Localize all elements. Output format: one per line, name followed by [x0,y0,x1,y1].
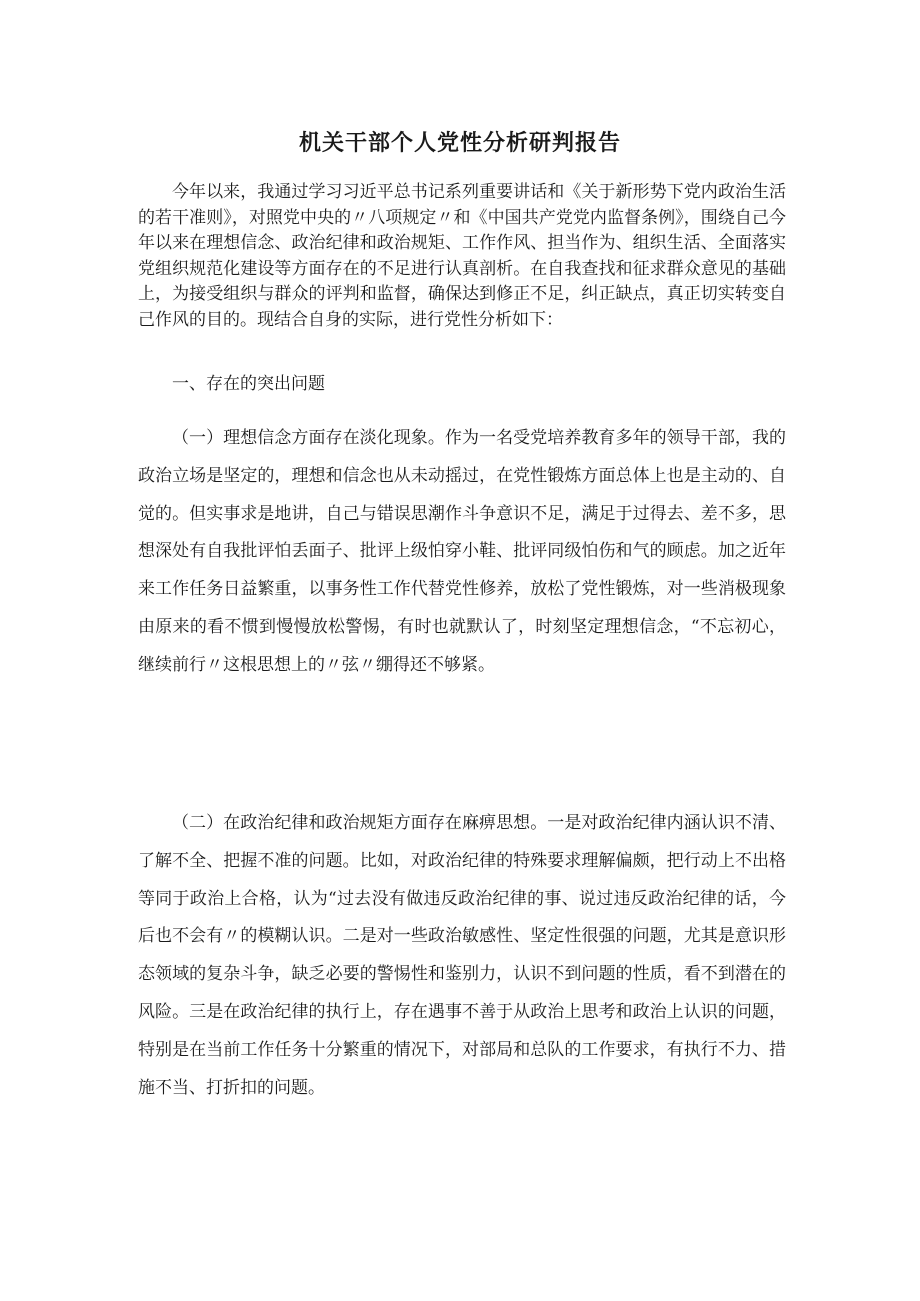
paragraph-political-discipline: （二）在政治纪律和政治规矩方面存在麻痹思想。一是对政治纪律内涵认识不清、了解不全、把握不准的问题。比如，对政治纪律的特殊要求理解偏颇，把行动上不出格等同于政治上合格，认为“过去没有做违反政治纪律的事、说过违反政治纪律的话，今后也不会有〃的模糊认识。二是对一些政治敏感性、坚定性很强的问题，尤其是意识形态领域的复杂斗争，缺乏必要的警惕性和鉴别力，认识不到问题的性质，看不到潜在的风险。三是在政治纪律的执行上，存在遇事不善于从政治上思考和政治上认识的问题，特别是在当前工作任务十分繁重的情况下，对部局和总队的工作要求，有执行不力、措施不当、打折扣的问题。 [138,813,786,1098]
intro-paragraph: 今年以来，我通过学习习近平总书记系列重要讲话和《关于新形势下党内政治生活的若干准则》，对照党中央的〃八项规定〃和《中国共产党党内监督条例》，围绕自己今年以来在理想信念、政治纪律和政治规矩、工作作风、担当作为、组织生活、全面落实党组织规范化建设等方面存在的不足进行认真剖析。在自我查找和征求群众意见的基础上，为接受组织与群众的评判和监督，确保达到修正不足，纠正缺点，真正切实转变自己作风的目的。现结合自身的实际，进行党性分析如下： [138,182,786,330]
document-title: 机关干部个人党性分析研判报告 [298,131,621,156]
section-heading-outstanding-problems: 一、存在的突出问题 [172,374,325,394]
paragraph-ideals-and-beliefs: （一）理想信念方面存在淡化现象。作为一名受党培养教育多年的领导干部，我的政治立场是坚定的，理想和信念也从未动摇过，在党性锻炼方面总体上也是主动的、自觉的。但实事求是地讲，自己与错误思潮作斗争意识不足，满足于过得去、差不多，思想深处有自我批评怕丢面子、批评上级怕穿小鞋、批评同级怕伤和气的顾虑。加之近年来工作任务日益繁重，以事务性工作代替党性修养，放松了党性锻炼，对一些消极现象由原来的看不惯到慢慢放松警惕，有时也就默认了，时刻坚定理想信念，“不忘初心，继续前行〃这根思想上的〃弦〃绷得还不够紧。 [138,428,786,675]
